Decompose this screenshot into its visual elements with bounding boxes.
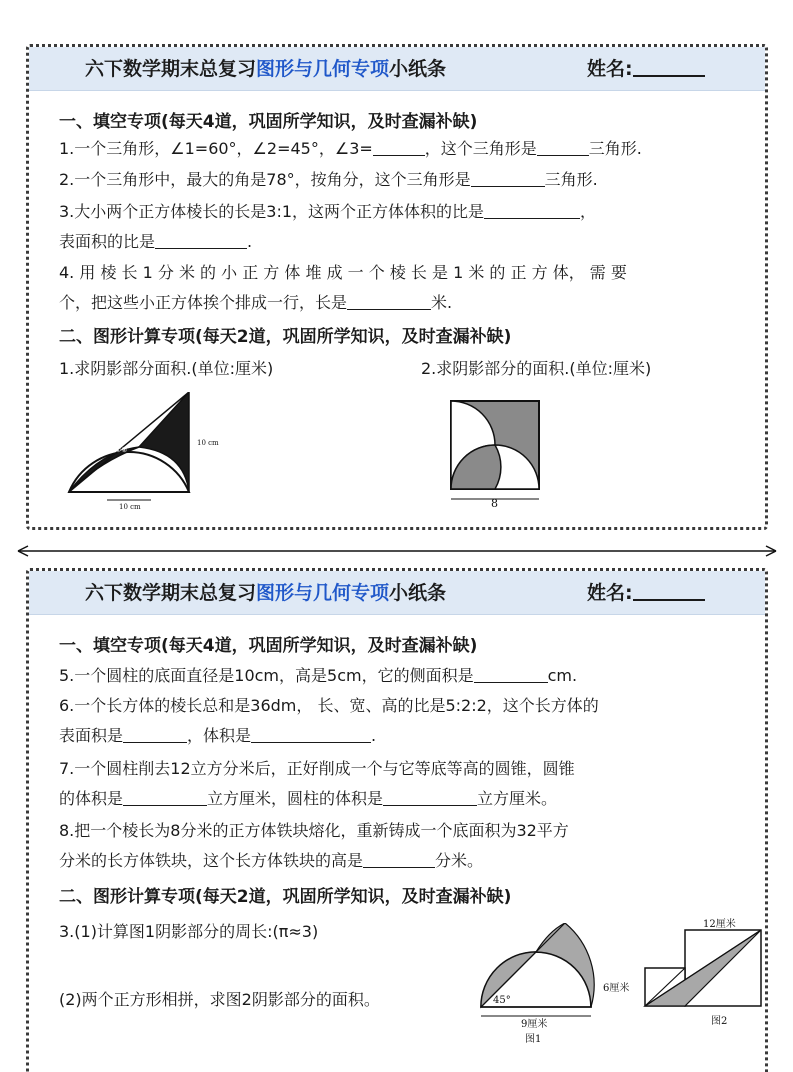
answer-blank[interactable]	[155, 235, 247, 249]
question-1: 1.一个三角形，∠1=60°，∠2=45°，∠3= ，这个三角形是 三角形.	[59, 139, 642, 158]
title-highlight: 图形与几何专项	[256, 582, 390, 604]
answer-blank[interactable]	[537, 142, 589, 156]
figure-2-two-squares	[599, 916, 767, 1048]
figure-square-arcs	[441, 397, 551, 509]
card-header	[29, 571, 765, 615]
question-4-cont: 个，把这些小正方体挨个排成一行，长是 米.	[59, 293, 453, 312]
answer-blank[interactable]	[363, 854, 435, 868]
question-4: 4. 用 棱 长 1 分 米 的 小 正 方 体 堆 成 一 个 棱 长 是 1 米 的 正 方 体， 需 要	[59, 263, 627, 282]
base-length-label: 10 cm	[119, 503, 141, 511]
question-5: 5.一个圆柱的底面直径是10cm，高是5cm，它的侧面积是 cm.	[59, 666, 578, 685]
section-divider-arrow	[14, 544, 780, 558]
name-field[interactable]: 姓名:	[587, 571, 705, 615]
answer-blank[interactable]	[471, 173, 545, 187]
calc-question-2: 2.求阴影部分的面积.(单位:厘米)	[421, 359, 652, 378]
answer-blank[interactable]	[474, 669, 548, 683]
title-highlight: 图形与几何专项	[256, 58, 390, 80]
small-square-label: 6厘米	[603, 983, 630, 994]
side-length-label: 10 cm	[197, 439, 219, 447]
question-6: 6.一个长方体的棱长总和是36dm， 长、宽、高的比是5:2:2，这个长方体的	[59, 696, 599, 715]
answer-blank[interactable]	[484, 205, 580, 219]
answer-blank[interactable]	[123, 729, 187, 743]
answer-blank[interactable]	[347, 296, 431, 310]
section-fill-blank-title: 一、填空专项(每天4道，巩固所学知识，及时查漏补缺)	[59, 636, 478, 656]
question-6-cont: 表面积是 ，体积是 .	[59, 726, 377, 745]
section-fill-blank-title: 一、填空专项(每天4道，巩固所学知识，及时查漏补缺)	[59, 112, 478, 132]
figure-1-arc-triangle	[469, 923, 599, 1047]
answer-blank[interactable]	[383, 792, 477, 806]
question-7-cont: 的体积是 立方厘米，圆柱的体积是 立方厘米。	[59, 789, 558, 808]
answer-blank[interactable]	[123, 792, 207, 806]
question-3: 3.大小两个正方体棱长的长是3:1，这两个正方体体积的比是 ，	[59, 202, 597, 221]
answer-blank[interactable]	[373, 142, 425, 156]
question-2: 2.一个三角形中，最大的角是78°，按角分，这个三角形是 三角形.	[59, 170, 598, 189]
worksheet-card-top	[26, 44, 768, 530]
name-blank[interactable]	[633, 59, 705, 77]
big-square-label: 12厘米	[703, 919, 736, 930]
square-side-label: 8	[491, 497, 498, 509]
inner-region-label: ①②	[115, 446, 128, 454]
question-8: 8.把一个棱长为8分米的正方体铁块熔化，重新铸成一个底面积为32平方	[59, 821, 569, 840]
figure-semicircle-triangle	[59, 392, 239, 512]
question-7: 7.一个圆柱削去12立方分米后，正好削成一个与它等底等高的圆锥，圆锥	[59, 759, 575, 778]
calc-question-1: 1.求阴影部分面积.(单位:厘米)	[59, 359, 274, 378]
card-title: 六下数学期末总复习图形与几何专项小纸条	[85, 582, 447, 604]
card-title: 六下数学期末总复习图形与几何专项小纸条	[85, 58, 447, 80]
section-calc-title: 二、图形计算专项(每天2道，巩固所学知识，及时查漏补缺)	[59, 887, 512, 907]
figure-caption: 图2	[711, 1016, 728, 1027]
question-3-cont: 表面积的比是 .	[59, 232, 253, 251]
figure-caption: 图1	[525, 1034, 542, 1045]
angle-label: 45°	[493, 995, 511, 1006]
answer-blank[interactable]	[251, 729, 371, 743]
calc-question-3: 3.(1)计算图1阴影部分的周长:(π≈3)	[59, 922, 319, 941]
name-field[interactable]: 姓名:	[587, 47, 705, 91]
question-8-cont: 分米的长方体铁块，这个长方体铁块的高是 分米。	[59, 851, 484, 870]
worksheet-card-bottom	[26, 568, 768, 1072]
section-calc-title: 二、图形计算专项(每天2道，巩固所学知识，及时查漏补缺)	[59, 327, 512, 347]
card-header	[29, 47, 765, 91]
name-blank[interactable]	[633, 583, 705, 601]
calc-question-3b: (2)两个正方形相拼，求图2阴影部分的面积。	[59, 990, 380, 1009]
base-length-label: 9厘米	[521, 1019, 548, 1030]
